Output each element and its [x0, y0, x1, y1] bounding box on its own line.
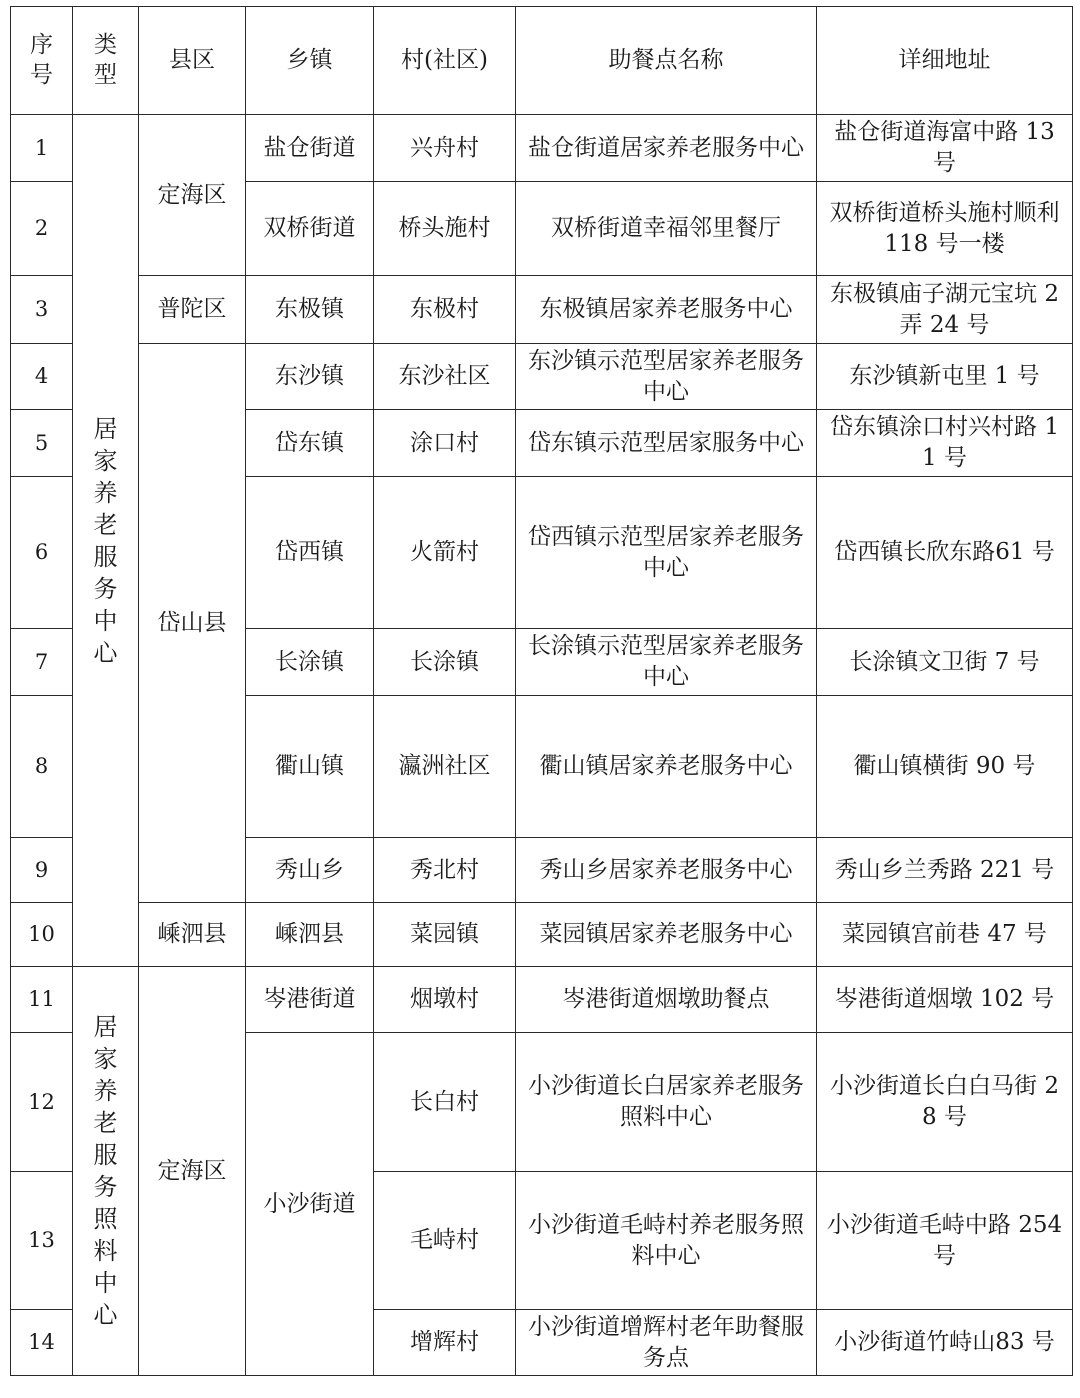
- county-cell: 定海区: [139, 967, 246, 1376]
- address-cell: 衢山镇横街 90 号: [817, 696, 1073, 838]
- village-cell: 长涂镇: [374, 629, 516, 696]
- table-row: [11, 115, 1073, 182]
- town-cell: 嵊泗县: [246, 903, 374, 967]
- village-cell: 涂口村: [374, 410, 516, 477]
- county-cell: 岱山县: [139, 344, 246, 903]
- row-no: 5: [11, 410, 73, 477]
- town-cell: 岱西镇: [246, 477, 374, 629]
- point-name-cell: 衢山镇居家养老服务中心: [516, 696, 817, 838]
- table-row: [11, 344, 1073, 410]
- village-cell: 火箭村: [374, 477, 516, 629]
- point-name-cell: 小沙街道长白居家养老服务照料中心: [516, 1033, 817, 1172]
- town-cell: 盐仓街道: [246, 115, 374, 182]
- row-no: 1: [11, 115, 73, 182]
- row-no: 7: [11, 629, 73, 696]
- town-cell: 岑港街道: [246, 967, 374, 1033]
- address-cell: 长涂镇文卫街 7 号: [817, 629, 1073, 696]
- village-cell: 秀北村: [374, 838, 516, 903]
- type-cell: 居家养老服务照料中心: [73, 967, 139, 1376]
- point-name-cell: 双桥街道幸福邻里餐厅: [516, 182, 817, 276]
- point-name-cell: 东极镇居家养老服务中心: [516, 276, 817, 344]
- point-name-cell: 岱东镇示范型居家服务中心: [516, 410, 817, 477]
- address-cell: 盐仓街道海富中路 13 号: [817, 115, 1073, 182]
- point-name-cell: 岱西镇示范型居家养老服务中心: [516, 477, 817, 629]
- row-no: 2: [11, 182, 73, 276]
- address-cell: 岑港街道烟墩 102 号: [817, 967, 1073, 1033]
- row-no: 3: [11, 276, 73, 344]
- town-cell: 东极镇: [246, 276, 374, 344]
- village-cell: 东极村: [374, 276, 516, 344]
- header-village: 村(社区): [374, 7, 516, 115]
- village-cell: 菜园镇: [374, 903, 516, 967]
- village-cell: 长白村: [374, 1033, 516, 1172]
- header-county: 县区: [139, 7, 246, 115]
- header-point-name: 助餐点名称: [516, 7, 817, 115]
- county-cell: 嵊泗县: [139, 903, 246, 967]
- point-name-cell: 长涂镇示范型居家养老服务中心: [516, 629, 817, 696]
- row-no: 10: [11, 903, 73, 967]
- row-no: 4: [11, 344, 73, 410]
- point-name-cell: 菜园镇居家养老服务中心: [516, 903, 817, 967]
- point-name-cell: 东沙镇示范型居家养老服务中心: [516, 344, 817, 410]
- address-cell: 小沙街道毛峙中路 254 号: [817, 1172, 1073, 1310]
- address-cell: 双桥街道桥头施村顺利 118 号一楼: [817, 182, 1073, 276]
- town-cell: 小沙街道: [246, 1033, 374, 1376]
- row-no: 14: [11, 1310, 73, 1376]
- village-cell: 桥头施村: [374, 182, 516, 276]
- town-cell: 秀山乡: [246, 838, 374, 903]
- type-cell: 居家养老服务中心: [73, 115, 139, 967]
- address-cell: 小沙街道竹峙山83 号: [817, 1310, 1073, 1376]
- village-cell: 烟墩村: [374, 967, 516, 1033]
- point-name-cell: 小沙街道毛峙村养老服务照料中心: [516, 1172, 817, 1310]
- row-no: 12: [11, 1033, 73, 1172]
- address-cell: 小沙街道长白白马街 28 号: [817, 1033, 1073, 1172]
- meal-points-table: [10, 6, 1073, 1376]
- row-no: 8: [11, 696, 73, 838]
- village-cell: 增辉村: [374, 1310, 516, 1376]
- village-cell: 毛峙村: [374, 1172, 516, 1310]
- point-name-cell: 岑港街道烟墩助餐点: [516, 967, 817, 1033]
- row-no: 11: [11, 967, 73, 1033]
- table-wrapper: [10, 6, 1073, 1376]
- town-cell: 双桥街道: [246, 182, 374, 276]
- table-row: [11, 903, 1073, 967]
- town-cell: 东沙镇: [246, 344, 374, 410]
- address-cell: 岱西镇长欣东路61 号: [817, 477, 1073, 629]
- header-row: [11, 7, 1073, 115]
- row-no: 6: [11, 477, 73, 629]
- village-cell: 兴舟村: [374, 115, 516, 182]
- header-no: 序号: [11, 7, 73, 115]
- county-cell: 普陀区: [139, 276, 246, 344]
- town-cell: 岱东镇: [246, 410, 374, 477]
- header-town: 乡镇: [246, 7, 374, 115]
- address-cell: 东极镇庙子湖元宝坑 2 弄 24 号: [817, 276, 1073, 344]
- address-cell: 菜园镇宫前巷 47 号: [817, 903, 1073, 967]
- point-name-cell: 秀山乡居家养老服务中心: [516, 838, 817, 903]
- table-row: [11, 276, 1073, 344]
- point-name-cell: 盐仓街道居家养老服务中心: [516, 115, 817, 182]
- header-type: 类型: [73, 7, 139, 115]
- address-cell: 东沙镇新屯里 1 号: [817, 344, 1073, 410]
- town-cell: 长涂镇: [246, 629, 374, 696]
- village-cell: 瀛洲社区: [374, 696, 516, 838]
- address-cell: 岱东镇涂口村兴村路 11 号: [817, 410, 1073, 477]
- address-cell: 秀山乡兰秀路 221 号: [817, 838, 1073, 903]
- table-row: [11, 967, 1073, 1033]
- row-no: 13: [11, 1172, 73, 1310]
- point-name-cell: 小沙街道增辉村老年助餐服务点: [516, 1310, 817, 1376]
- header-address: 详细地址: [817, 7, 1073, 115]
- town-cell: 衢山镇: [246, 696, 374, 838]
- village-cell: 东沙社区: [374, 344, 516, 410]
- row-no: 9: [11, 838, 73, 903]
- county-cell: 定海区: [139, 115, 246, 276]
